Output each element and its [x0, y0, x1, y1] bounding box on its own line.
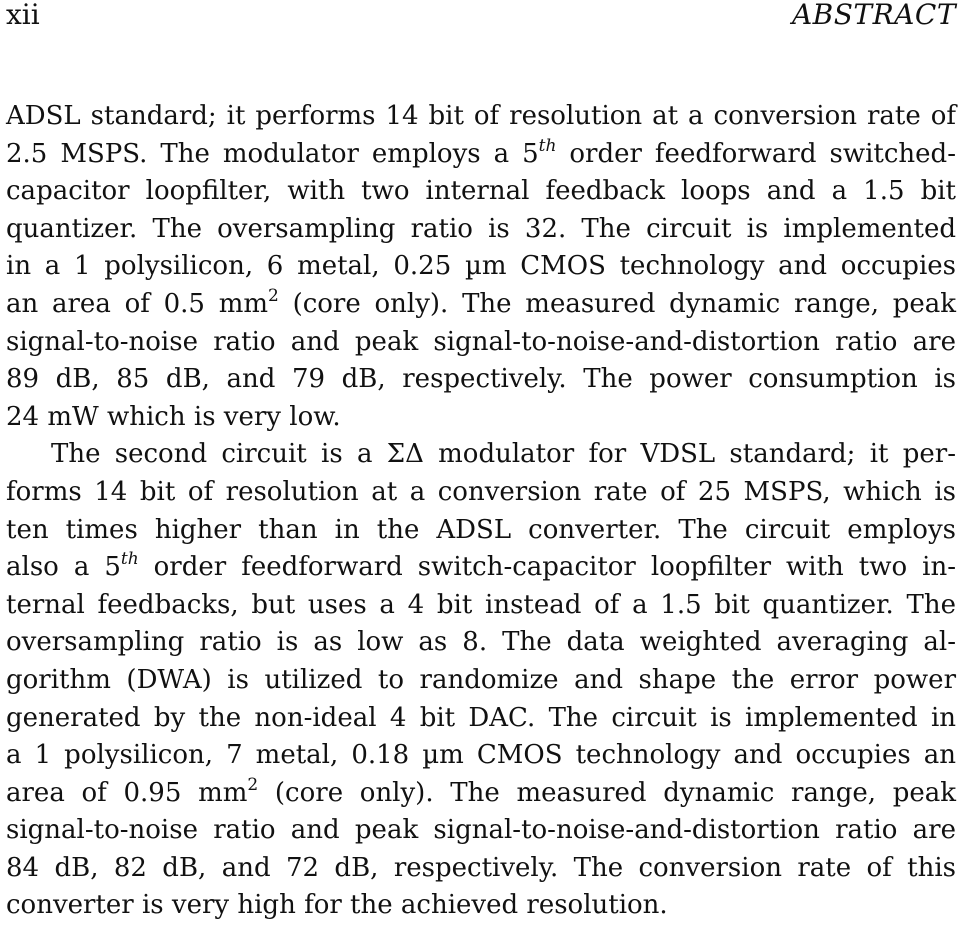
text-line: generated by the non-ideal 4 bit DAC. The circuit is implemented in	[6, 702, 956, 733]
document-page	[6, 0, 956, 925]
text-line: The second circuit is a ΣΔ modulator for VDSL standard; it per-	[51, 439, 956, 470]
text-line: ADSL standard; it performs 14 bit of resolution at a conversion rate of	[6, 101, 956, 131]
running-header	[6, 0, 956, 40]
text-line: gorithm (DWA) is utilized to randomize and shape the error power	[6, 664, 956, 695]
superscript: 2	[247, 774, 259, 795]
text-line: 89 dB, 85 dB, and 79 dB, respectively. The power consumption is	[6, 364, 956, 395]
text-line: an area of 0.5 $mm^2$ (core only). The measured dynamic range, peak	[6, 285, 956, 319]
text-line: ten times higher than in the ADSL converter. The circuit employs	[6, 514, 956, 545]
text-line: also a 5th order feedforward switch-capacitor loopfilter with two in-	[6, 549, 957, 583]
chapter-title: ABSTRACT	[791, 0, 956, 31]
page-number: xii	[6, 0, 40, 31]
text-line: ternal feedbacks, but uses a 4 bit instead of a 1.5 bit quantizer. The	[6, 589, 956, 620]
text-line: quantizer. The oversampling ratio is 32. The circuit is implemented	[6, 213, 956, 244]
text-line: area of 0.95 $mm^2$ (core only). The measured dynamic range, peak	[6, 774, 957, 808]
superscript: th	[120, 549, 139, 570]
text-line: converter is very high for the achieved resolution.	[6, 890, 668, 921]
text-line: oversampling ratio is as low as 8. The data weighted averaging al-	[6, 627, 956, 658]
text-line: 24 mW which is very low.	[6, 401, 341, 432]
text-line: signal-to-noise ratio and peak signal-to-noise-and-distortion ratio are	[6, 326, 956, 357]
text-line: forms 14 bit of resolution at a conversion rate of 25 MSPS, which is	[6, 476, 956, 507]
abstract-body	[6, 98, 956, 925]
text-line: in a 1 polysilicon, 6 metal, 0.25 µm CMOS technology and occupies	[6, 251, 956, 282]
text-line: 84 dB, 82 dB, and 72 dB, respectively. The conversion rate of this	[6, 852, 956, 883]
text-line: a 1 polysilicon, 7 metal, 0.18 µm CMOS technology and occupies an	[6, 740, 956, 771]
text-line: signal-to-noise ratio and peak signal-to-noise-and-distortion ratio are	[6, 815, 956, 846]
text-line: 2.5 MSPS. The modulator employs a 5th order feedforward switched-	[6, 135, 956, 169]
superscript: th	[538, 135, 557, 156]
superscript: 2	[268, 285, 279, 306]
text-line: capacitor loopfilter, with two internal feedback loops and a 1.5 bit	[6, 176, 956, 207]
